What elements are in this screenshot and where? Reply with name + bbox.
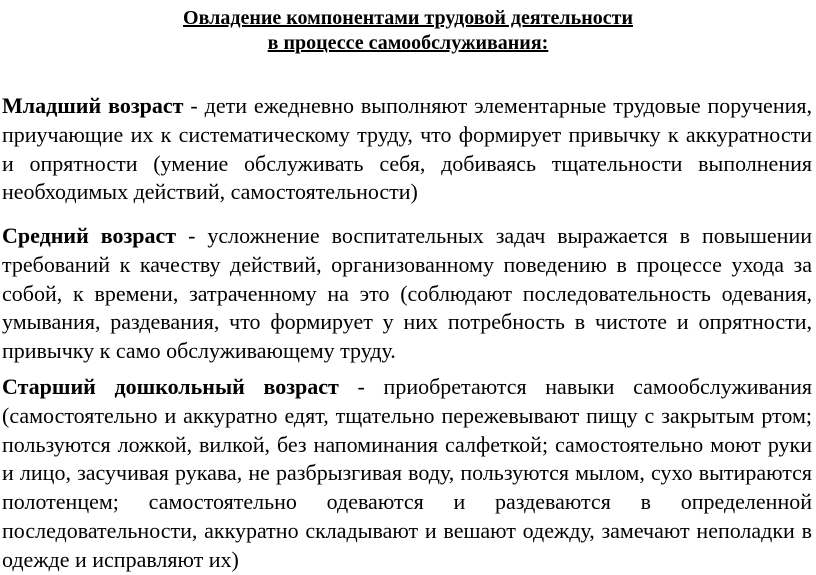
section-heading-senior: Старший дошкольный возраст <box>2 374 339 399</box>
section-text-middle: - усложнение воспитательных задач выражается в повышении требований к качеству действий, организованному поведению в процессе ухода за собой, к времени, затраченному на это (соблюдают последовательность одевания, умывания, раздевания, что формирует у них потребность в чистоте и опрятности, привычку к само обслуживающему труду. <box>2 223 812 364</box>
section-text-senior: - приобретаются навыки самообслуживания (самостоятельно и аккуратно едят, тщательно пережевывают пищу с закрытым ртом; пользуются ложкой, вилкой, без напоминания салфеткой; самостоятельно моют руки и лицо, засучивая рукава, не разбрызгивая воду, пользуются мылом, сухо вытираются полотенцем; самостоятельно одеваются и раздеваются в определенной последовательности, аккуратно складывают и вешают одежду, замечают неполадки в одежде и исправляют их) <box>2 374 813 572</box>
section-text-junior: - дети ежедневно выполняют элементарные трудовые поручения, приучающие их к систематическому труду, что формирует привычку к аккуратности и опрятности (умение обслуживать себя, добиваясь тщательности выполнения необходимых действий, самостоятельности) <box>2 93 812 205</box>
section-senior-age <box>2 373 812 575</box>
title-line-2: в процессе самообслуживания: <box>267 32 549 54</box>
section-heading-middle: Средний возраст <box>2 223 177 248</box>
title-line-1: Овладение компонентами трудовой деятельности <box>183 7 633 29</box>
section-middle-age <box>2 222 812 366</box>
page-title <box>0 6 816 56</box>
section-heading-junior: Младший возраст <box>2 93 184 118</box>
section-junior-age <box>2 92 812 207</box>
